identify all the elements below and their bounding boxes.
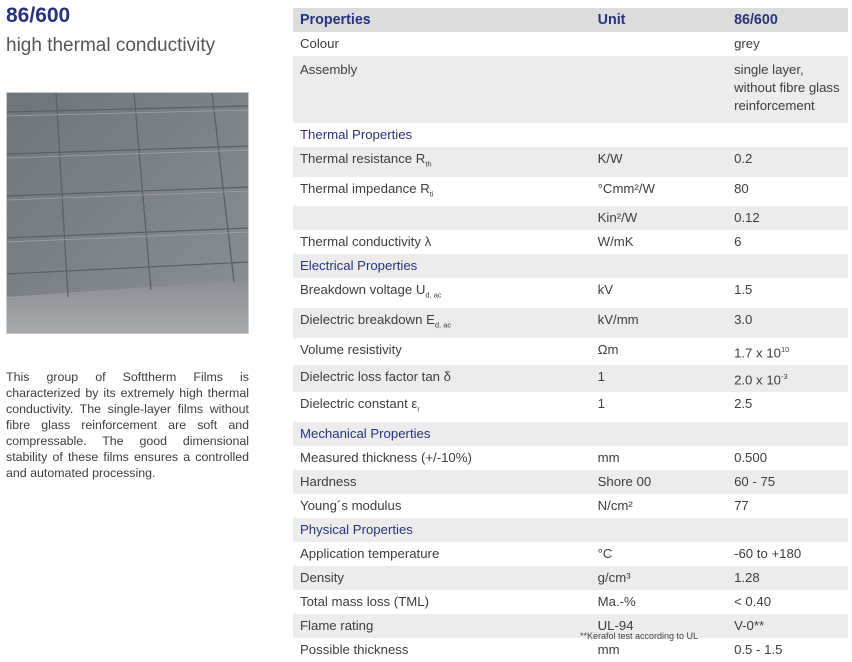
unit-cell: Ma.-%	[597, 593, 636, 609]
property-label: Volume resistivity	[300, 341, 402, 357]
table-row	[293, 494, 848, 518]
section-title: Thermal Properties	[300, 127, 413, 142]
unit-cell: kV/mm	[591, 308, 727, 338]
property-label: Dielectric loss factor tan δ	[293, 365, 591, 392]
unit-cell: 1	[591, 365, 727, 392]
property-subscript: th	[425, 159, 432, 169]
section-title: Electrical Properties	[293, 254, 848, 278]
property-text: Thermal resistance R	[300, 151, 426, 166]
value-cell: grey	[734, 36, 760, 51]
properties-table	[293, 8, 848, 662]
value-cell: 0.500	[734, 449, 768, 465]
section-title: Physical Properties	[293, 518, 848, 542]
unit-cell: UL-94	[591, 614, 727, 638]
page-subtitle: high thermal conductivity	[6, 35, 216, 56]
property-label	[293, 177, 591, 207]
table-row	[293, 177, 848, 207]
property-subscript: r	[417, 404, 420, 414]
value-cell: single layer, without fibre glass reinforcement	[727, 56, 848, 123]
property-label: Application temperature	[300, 545, 440, 561]
property-text: Dielectric breakdown E	[300, 311, 435, 327]
table-row	[293, 470, 848, 494]
property-label	[293, 308, 591, 338]
table-row	[293, 392, 848, 422]
section-row-physical	[293, 518, 848, 542]
page-title: 86/600	[6, 4, 71, 27]
section-row-mechanical	[293, 422, 848, 446]
table-row	[293, 590, 848, 614]
unit-cell: Ωm	[597, 341, 619, 357]
table-row	[293, 566, 848, 590]
table-row	[293, 230, 848, 254]
value-cell: 60 - 75	[727, 470, 848, 494]
table-row	[293, 32, 848, 56]
table-row	[293, 446, 848, 470]
section-row-electrical	[293, 254, 848, 278]
property-label	[293, 147, 591, 177]
value-exponent: -3	[781, 371, 788, 381]
unit-cell	[591, 32, 727, 56]
unit-cell	[591, 56, 727, 123]
value-cell: 2.5	[734, 396, 753, 412]
value-cell: 6	[734, 234, 742, 250]
unit-cell: g/cm³	[591, 566, 727, 590]
property-label	[293, 392, 591, 422]
property-label: Density	[293, 566, 591, 590]
value-cell: 0.5 - 1.5	[734, 641, 783, 657]
value-cell: -60 to +180	[734, 545, 802, 561]
value-cell	[727, 338, 848, 365]
header-value: 86/600	[727, 8, 848, 32]
value-cell: 3.0	[727, 308, 848, 338]
table-row	[293, 206, 848, 230]
unit-cell: K/W	[591, 147, 727, 177]
header-properties: Properties	[293, 8, 591, 32]
table-row	[293, 147, 848, 177]
table-row	[293, 308, 848, 338]
property-subscript: d, ac	[425, 290, 442, 300]
property-text: Thermal impedance R	[300, 180, 430, 196]
value-cell: 77	[734, 497, 749, 513]
value-cell: V-0**	[727, 614, 848, 638]
property-label: Hardness	[293, 470, 591, 494]
property-label: Measured thickness (+/-10%)	[300, 449, 472, 465]
unit-cell: Shore 00	[591, 470, 727, 494]
table-row	[293, 338, 848, 365]
unit-cell: Kin²/W	[591, 206, 727, 230]
table-row	[293, 278, 848, 308]
value-cell: 80	[734, 180, 749, 196]
unit-cell: kV	[597, 282, 614, 298]
unit-cell: 1	[597, 396, 605, 412]
unit-cell: mm	[597, 449, 620, 465]
header-unit: Unit	[591, 8, 727, 32]
property-text: Dielectric constant ε	[300, 396, 418, 412]
product-photo	[6, 92, 249, 334]
unit-cell: °Cmm²/W	[597, 180, 655, 196]
section-title: Mechanical Properties	[293, 422, 848, 446]
unit-cell: mm	[597, 641, 620, 657]
property-label	[293, 278, 591, 308]
value-base: 1.7 x 10	[734, 344, 781, 360]
property-subscript: d, ac	[434, 320, 452, 330]
property-text: Breakdown voltage U	[300, 282, 426, 298]
property-label: Colour	[300, 36, 339, 51]
property-subscript: ti	[429, 189, 434, 199]
property-label: Total mass loss (TML)	[300, 593, 429, 609]
property-label: Young´s modulus	[300, 497, 402, 513]
property-label: Possible thickness	[300, 641, 409, 657]
unit-cell: °C	[597, 545, 613, 561]
value-cell	[727, 365, 848, 392]
table-row	[293, 56, 848, 123]
value-cell: 0.12	[727, 206, 848, 230]
table-header-row	[293, 8, 848, 32]
value-cell: 1.5	[734, 282, 753, 298]
value-base: 2.0 x 10	[734, 372, 781, 388]
description-text: This group of Softtherm Films is characterized by its extremely high thermal conductivity. The single-layer films without fibre glass reinforcement are soft and compressable. The good dimensional stability of these films ensures a controlled and automated processing.	[6, 370, 249, 480]
table-row	[293, 542, 848, 566]
table-row	[293, 365, 848, 392]
property-label	[293, 206, 591, 230]
footnote: **Kerafol test according to UL	[580, 631, 699, 641]
property-label: Thermal conductivity λ	[300, 234, 432, 250]
table-row	[293, 638, 848, 662]
section-row-thermal	[293, 123, 848, 147]
table-row	[293, 614, 848, 638]
property-label: Assembly	[293, 56, 591, 123]
unit-cell: N/cm²	[597, 497, 633, 513]
value-exponent: 10	[781, 344, 790, 354]
property-label: Flame rating	[293, 614, 591, 638]
value-cell: 0.2	[727, 147, 848, 177]
value-cell: 1.28	[727, 566, 848, 590]
unit-cell: W/mK	[597, 234, 634, 250]
value-cell: < 0.40	[734, 593, 772, 609]
